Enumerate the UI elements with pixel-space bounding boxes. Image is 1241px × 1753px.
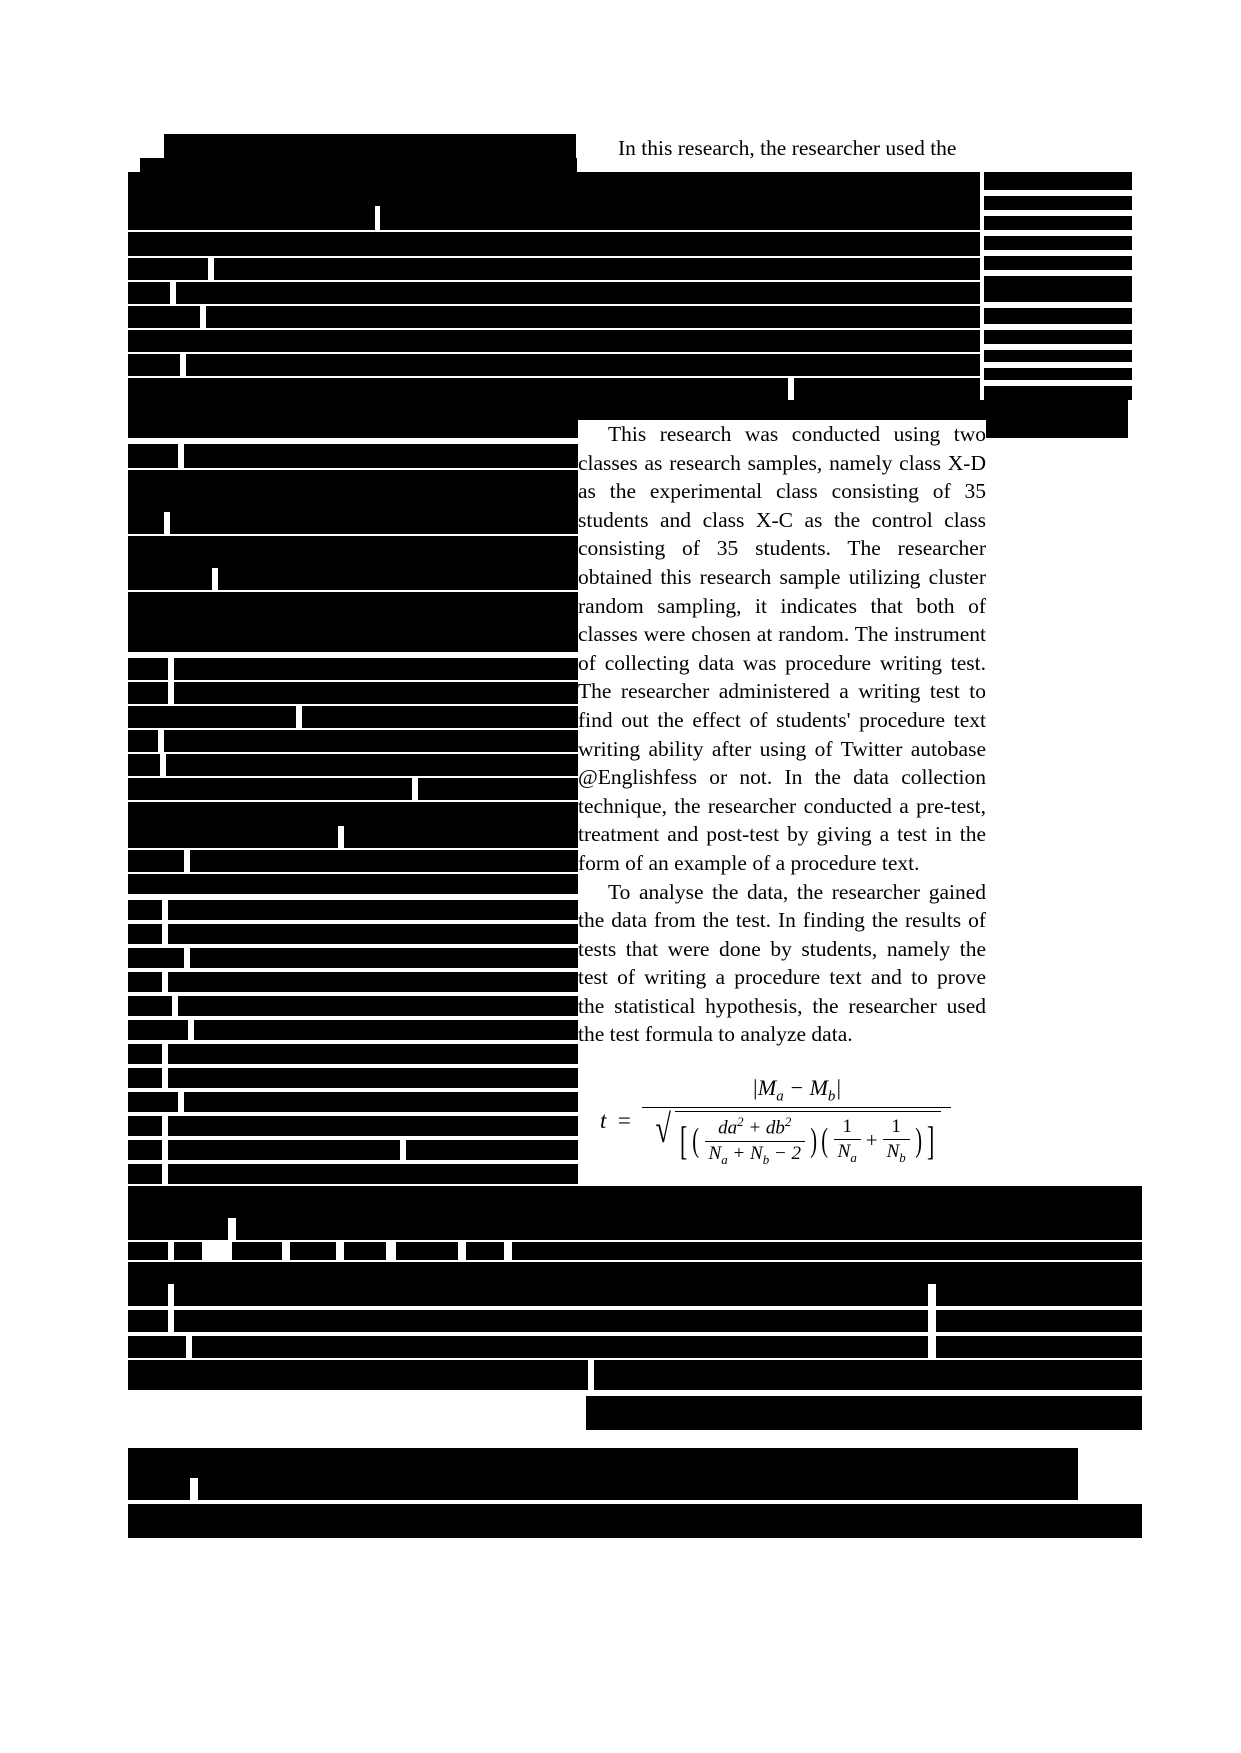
redaction-bar <box>128 972 162 992</box>
redaction-bar <box>128 1140 162 1160</box>
redaction-bar <box>128 1336 186 1358</box>
redaction-bar <box>232 1242 282 1260</box>
redaction-bar <box>164 134 576 158</box>
redaction-bar <box>290 1242 336 1260</box>
redaction-bar <box>168 1044 578 1064</box>
redaction-bar <box>128 1116 162 1136</box>
redaction-bar <box>128 948 184 968</box>
redaction-bar <box>128 924 162 944</box>
redaction-bar <box>128 536 578 568</box>
redaction-bar <box>586 1396 1142 1430</box>
formula-fraction <box>642 1075 951 1168</box>
redaction-bar <box>178 996 578 1016</box>
redaction-bar <box>128 1262 1142 1284</box>
redaction-bar <box>128 874 578 894</box>
redaction-bar <box>128 1448 1078 1478</box>
redaction-bar <box>168 1140 400 1160</box>
redaction-bar <box>128 378 788 400</box>
redaction-bar <box>128 1020 188 1040</box>
redaction-bar <box>128 354 180 376</box>
redaction-bar <box>192 1336 928 1358</box>
redaction-bar <box>128 1092 178 1112</box>
redaction-bar <box>128 592 578 652</box>
redaction-bar <box>128 900 162 920</box>
redaction-bar <box>984 350 1132 362</box>
redaction-bar <box>176 282 980 304</box>
formula-lhs: t <box>600 1108 607 1134</box>
redaction-bar <box>128 330 980 352</box>
redaction-bar <box>174 1242 202 1260</box>
redaction-bar <box>128 1164 162 1184</box>
redaction-bar <box>218 568 578 590</box>
redaction-bar <box>128 1218 228 1240</box>
formula-one-over-na: 1 $N_a$ <box>831 1116 864 1166</box>
redaction-bar <box>984 386 1132 400</box>
redaction-bar <box>174 1310 928 1332</box>
redaction-bar <box>184 1092 578 1112</box>
redaction-bar <box>174 682 578 704</box>
redaction-bar <box>128 850 184 872</box>
redaction-bar <box>174 658 578 680</box>
redaction-bar <box>936 1310 1142 1332</box>
redaction-bar <box>466 1242 504 1260</box>
redaction-bar <box>128 206 375 230</box>
redaction-bar <box>168 1164 578 1184</box>
redaction-bar <box>236 1218 1142 1240</box>
formula-numerator: $|M_a - M_b|$ <box>751 1075 842 1105</box>
t-test-formula <box>600 1075 986 1171</box>
redaction-bar <box>128 682 168 704</box>
redaction-bar <box>168 1116 578 1136</box>
redaction-bar <box>128 1186 1142 1218</box>
redaction-bar <box>984 216 1132 230</box>
redaction-bar <box>128 826 338 848</box>
redaction-bar <box>214 258 980 280</box>
top-text-fragment <box>618 134 986 164</box>
redaction-bar <box>164 730 578 752</box>
redaction-bar <box>344 826 578 848</box>
redaction-bar <box>984 276 1132 302</box>
redaction-bar <box>936 1284 1142 1306</box>
redaction-bar <box>128 1044 162 1064</box>
redaction-bar <box>128 282 170 304</box>
redaction-bar <box>198 1478 1078 1500</box>
formula-equals: = <box>616 1108 632 1134</box>
redaction-bar <box>128 444 178 468</box>
redaction-bar <box>128 1068 162 1088</box>
redaction-bar <box>128 778 412 800</box>
redaction-bar <box>128 306 200 328</box>
redaction-bar <box>302 706 578 728</box>
redaction-bar <box>128 658 168 680</box>
redaction-bar <box>128 470 578 512</box>
redaction-bar <box>166 754 578 776</box>
redaction-bar <box>594 1360 1142 1390</box>
redaction-bar <box>418 778 578 800</box>
redaction-bar <box>174 1284 928 1306</box>
redaction-bar <box>128 1504 1142 1538</box>
redaction-bar <box>396 1242 458 1260</box>
redaction-bar <box>194 1020 578 1040</box>
redaction-bar <box>206 306 980 328</box>
redaction-bar <box>128 1360 588 1390</box>
redaction-bar <box>406 1140 578 1160</box>
redaction-bar <box>984 330 1132 344</box>
formula-one-over-nb: $\frac{1}{N_b}$ <box>880 1116 913 1166</box>
top-fragment-line: In this research, the researcher used the <box>618 136 957 160</box>
redaction-bar <box>984 172 1132 190</box>
redaction-bar <box>168 972 578 992</box>
radical-icon: √ [ ( $da^2 + db^2$ $N_a + N_b - 2$ ) ( 1 $N_a$ + $\frac{1}{N_b}$ ) ] <box>652 1111 941 1167</box>
redaction-bar <box>170 512 578 534</box>
redaction-bar <box>128 730 158 752</box>
redaction-bar <box>936 1336 1142 1358</box>
redaction-bar <box>380 206 980 230</box>
paragraph-analysis: To analyse the data, the researcher gained the data from the test. In finding the results of tests that were done by students, namely the test of writing a procedure text and to prove the statistical hypothesis, the researcher used the test formula to analyze data. <box>578 879 986 1047</box>
redaction-bar <box>168 900 578 920</box>
redaction-bar <box>190 850 578 872</box>
redaction-bar <box>344 1242 386 1260</box>
formula-denominator <box>642 1107 951 1167</box>
redaction-bar <box>128 1242 168 1260</box>
redaction-bar <box>128 258 208 280</box>
redaction-bar <box>984 236 1132 250</box>
redaction-bar <box>128 802 578 826</box>
redaction-bar <box>128 568 212 590</box>
redaction-bar <box>168 924 578 944</box>
right-column-body <box>578 420 986 1170</box>
redaction-bar <box>984 256 1132 270</box>
redaction-bar <box>128 754 160 776</box>
paragraph-methods: This research was conducted using two classes as research samples, namely class X-D as the experimental class consisting of 35 students and class X-C as the control class consisting of 35 students. The researcher obtained this research sample utilizing cluster random sampling, it indicates that both of classes were chosen at random. The instrument of collecting data was procedure writing test. The researcher administered a writing test to find out the effect of students' procedure text writing ability after using of Twitter autobase @Englishfess or not. In the data collection technique, the researcher conducted a pre-test, treatment and post-test by giving a test in the form of an example of a procedure text. <box>578 422 986 875</box>
redaction-bar <box>794 378 980 400</box>
redaction-bar <box>512 1242 1142 1260</box>
redaction-bar <box>128 232 980 256</box>
redaction-bar <box>190 948 578 968</box>
redaction-bar <box>984 308 1132 324</box>
redaction-bar <box>128 996 172 1016</box>
redaction-bar <box>128 512 164 534</box>
redaction-bar <box>168 1068 578 1088</box>
redaction-bar <box>128 172 980 206</box>
redaction-bar <box>984 368 1132 380</box>
redaction-bar <box>984 196 1132 210</box>
redaction-bar <box>184 444 578 468</box>
redaction-bar <box>128 1284 168 1306</box>
redaction-bar <box>128 706 296 728</box>
redaction-bar <box>128 1310 168 1332</box>
formula-da-db-fraction: $da^2 + db^2$ $N_a + N_b - 2$ <box>702 1114 808 1167</box>
redaction-bar <box>128 1478 190 1500</box>
redaction-bar <box>186 354 980 376</box>
